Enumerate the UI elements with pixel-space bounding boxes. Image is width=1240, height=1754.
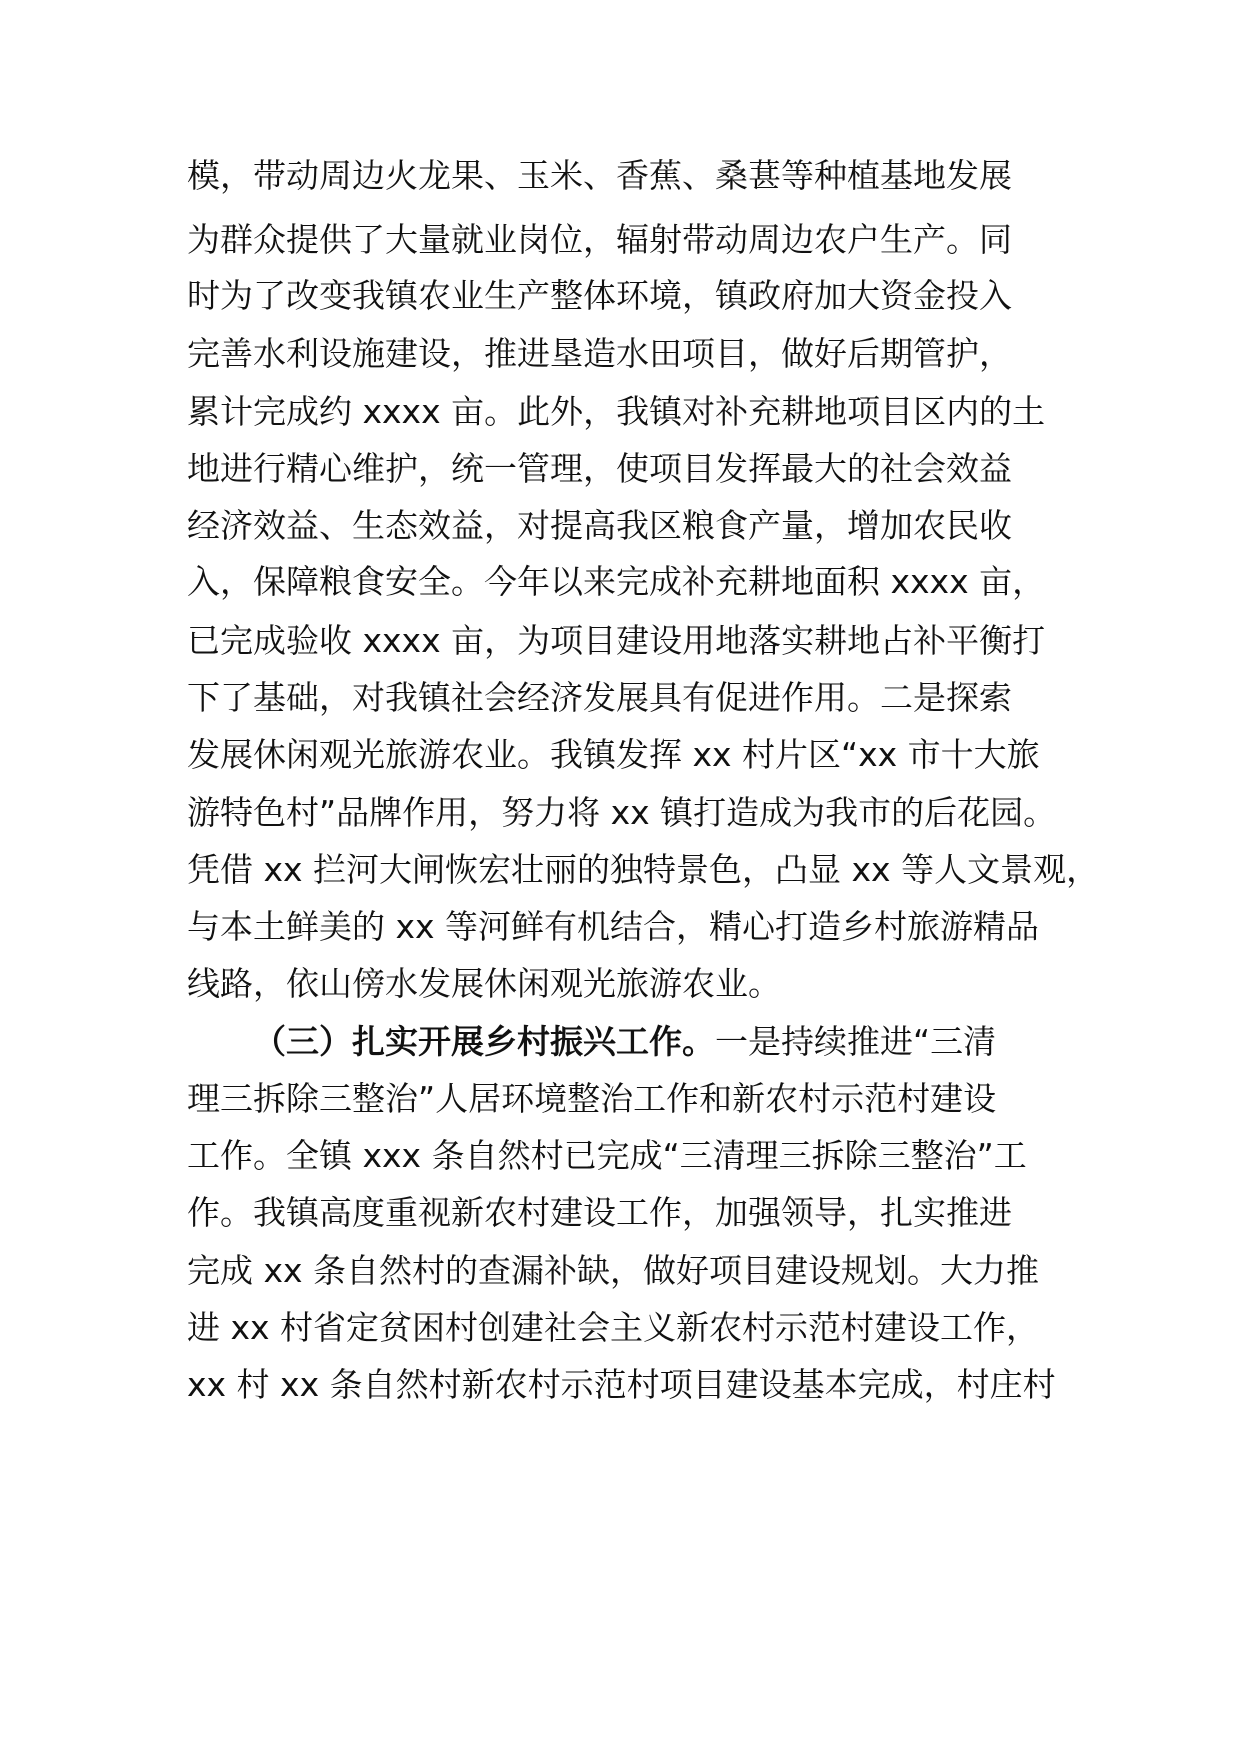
- body-line-3: 时为了改变我镇农业生产整体环境，镇政府加大资金投入: [187, 276, 1012, 315]
- body-line-15: 线路，依山傍水发展休闲观光旅游农业。: [187, 964, 781, 1003]
- body-line-9: 已完成验收 xxxx 亩，为项目建设用地落实耕地占补平衡打: [187, 621, 1046, 660]
- body-line-13: 凭借 xx 拦河大闸恢宏壮丽的独特景色，凸显 xx 等人文景观，: [187, 850, 1100, 889]
- body-line-6: 地进行精心维护，统一管理，使项目发挥最大的社会效益: [187, 449, 1012, 488]
- section-heading-line: [253, 1010, 1153, 1074]
- body-line-10: 下了基础，对我镇社会经济发展具有促进作用。二是探索: [187, 678, 1012, 717]
- body-line-8: 入，保障粮食安全。今年以来完成补充耕地面积 xxxx 亩，: [187, 562, 1046, 601]
- body-line-11: 发展休闲观光旅游农业。我镇发挥 xx 村片区“xx 市十大旅: [187, 735, 1040, 774]
- body-line-12: 游特色村”品牌作用，努力将 xx 镇打造成为我市的后花园。: [187, 793, 1057, 832]
- body-line-14: 与本土鲜美的 xx 等河鲜有机结合，精心打造乡村旅游精品: [187, 907, 1040, 946]
- section-heading-rest: 一是持续推进“三清: [715, 1022, 997, 1061]
- body-line-7: 经济效益、生态效益，对提高我区粮食产量，增加农民收: [187, 506, 1012, 545]
- section-line-4: 完成 xx 条自然村的查漏补缺，做好项目建设规划。大力推: [187, 1251, 1040, 1290]
- body-line-1: 模，带动周边火龙果、玉米、香蕉、桑葚等种植基地发展: [187, 156, 1012, 195]
- body-line-4: 完善水利设施建设，推进垦造水田项目，做好后期管护，: [187, 334, 1012, 373]
- section-line-1: 理三拆除三整治”人居环境整治工作和新农村示范村建设: [187, 1079, 997, 1118]
- section-line-5: 进 xx 村省定贫困村创建社会主义新农村示范村建设工作，: [187, 1308, 1040, 1347]
- section-line-3: 作。我镇高度重视新农村建设工作，加强领导，扎实推进: [187, 1193, 1012, 1232]
- section-heading: （三）扎实开展乡村振兴工作。: [253, 1022, 715, 1061]
- section-line-2: 工作。全镇 xxx 条自然村已完成“三清理三拆除三整治”工: [187, 1136, 1027, 1175]
- body-line-5: 累计完成约 xxxx 亩。此外，我镇对补充耕地项目区内的土: [187, 392, 1046, 431]
- section-line-6: xx 村 xx 条自然村新农村示范村项目建设基本完成，村庄村: [187, 1365, 1056, 1404]
- body-line-2: 为群众提供了大量就业岗位，辐射带动周边农户生产。同: [187, 220, 1012, 259]
